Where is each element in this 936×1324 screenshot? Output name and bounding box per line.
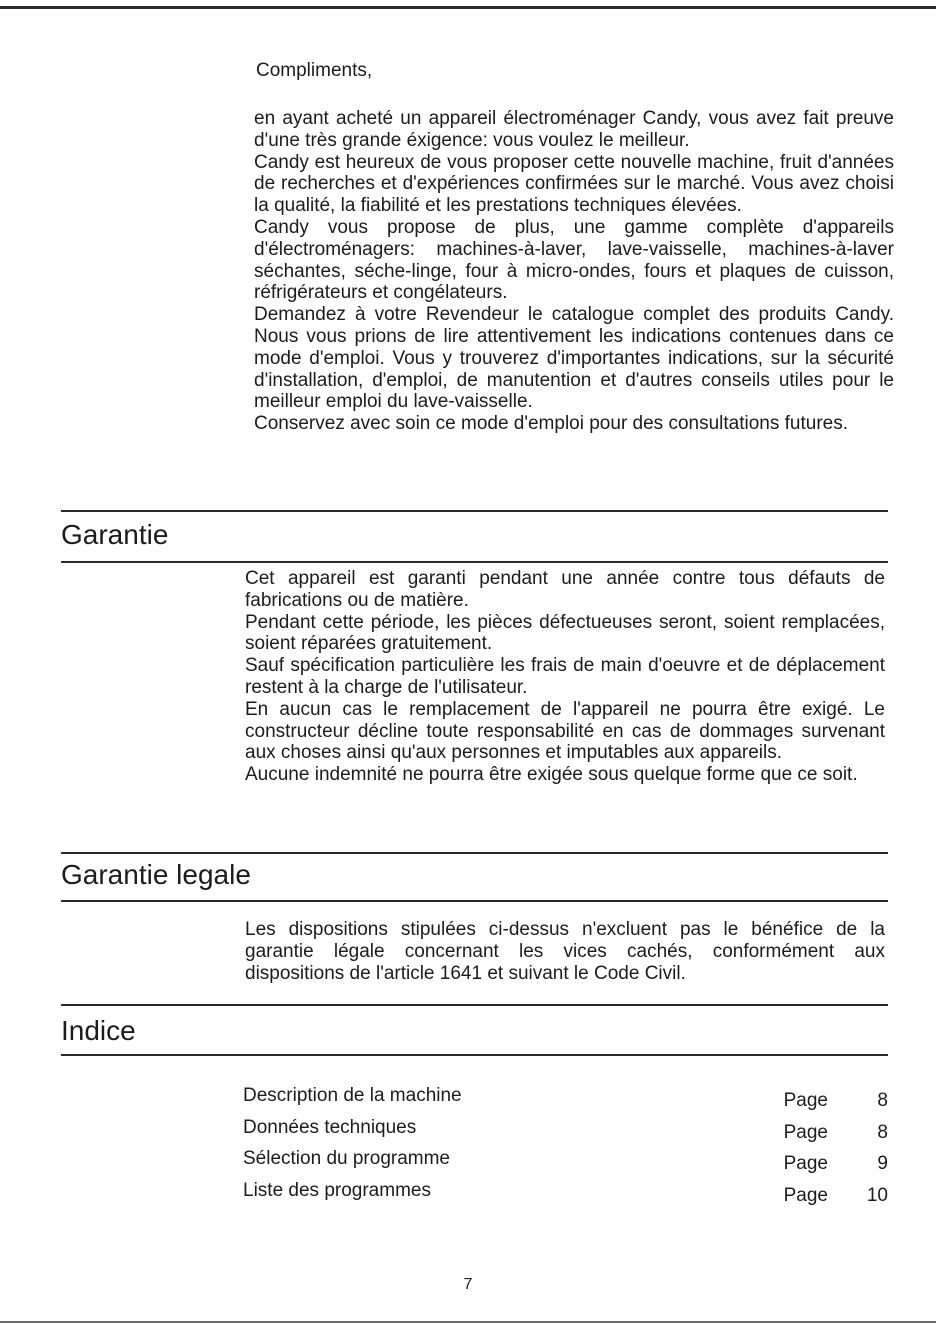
top-border: [0, 6, 936, 9]
section-title-indice: Indice: [61, 1015, 136, 1046]
garantie-paragraph: En aucun cas le remplacement de l'appareil ne pourra être exigé. Le constructeur décline toute responsabilité en cas de dommages survenant aux choses ainsi qu'aux personnes et imputables aux appareils.: [245, 698, 885, 764]
section-title-garantie-legale: Garantie legale: [61, 859, 251, 890]
garantie-legale-paragraph: Les dispositions stipulées ci-dessus n'excluent pas le bénéfice de la garantie légale concernant les vices cachés, conformément aux dispositions de l'article 1641 et suivant le Code Civil.: [245, 919, 885, 984]
intro-paragraph: Conservez avec soin ce mode d'emploi pour des consultations futures.: [254, 413, 849, 435]
index-item-page-word: Page: [783, 1090, 828, 1111]
section-rule-bottom: [61, 561, 888, 563]
greeting: Compliments,: [256, 60, 373, 81]
index-item-page-word: Page: [783, 1121, 828, 1143]
index-item: [243, 1147, 888, 1179]
section-rule-top: [61, 852, 888, 854]
intro-paragraph: en ayant acheté un appareil électroménager Candy, vous avez fait preuve d'une très grande éxigence: vous voulez le meilleur.: [254, 108, 894, 151]
section-rule-top: [61, 1004, 888, 1006]
index-item: [243, 1116, 888, 1148]
intro-paragraph: Candy est heureux de vous proposer cette nouvelle machine, fruit d'années de recherches et d'expériences confirmées sur le marché. Vous avez choisi la qualité, la fiabilité et les prestations techniques élevées.: [254, 151, 894, 217]
index-item-page-word: Page: [783, 1153, 828, 1174]
index-item-label: Données techniques: [243, 1116, 417, 1138]
garantie-paragraph: Pendant cette période, les pièces défectueuses seront, soient remplacées, soient réparées gratuitement.: [245, 611, 885, 655]
index-item-label: Description de la machine: [243, 1085, 462, 1106]
index-item-page-word: Page: [783, 1184, 828, 1206]
index-item-page-number: 8: [877, 1090, 888, 1111]
garantie-paragraph: Aucune indemnité ne pourra être exigée sous quelque forme que ce soit.: [245, 764, 858, 786]
index-item-page-number: 8: [877, 1121, 888, 1143]
garantie-legale-text: [245, 919, 885, 984]
intro-paragraph: Demandez à votre Revendeur le catalogue complet des produits Candy. Nous vous prions de lire attentivement les indications contenues dans ce mode d'emploi. Vous y trouverez d'importantes indications, sur la sécurité d'installation, d'emploi, de manutention et d'autres conseils utiles pour le meilleur emploi du lave-vaisselle.: [254, 304, 894, 413]
index-list: [243, 1084, 888, 1210]
intro-paragraph: Candy vous propose de plus, une gamme complète d'appareils d'électroménagers: machines-à-laver, lave-vaisselle, machines-à-laver séchantes, séche-linge, four à micro-ondes, fours et plaques de cuisson, réfrigérateurs et congélateurs.: [254, 216, 894, 304]
index-item-label: Liste des programmes: [243, 1179, 431, 1201]
section-rule-top: [61, 510, 888, 512]
section-rule-bottom: [61, 900, 888, 902]
garantie-paragraph: Cet appareil est garanti pendant une année contre tous défauts de fabrications ou de matière.: [245, 568, 885, 611]
bottom-border: [0, 1321, 936, 1323]
index-item-page-number: 9: [877, 1153, 888, 1174]
index-item: [243, 1179, 888, 1211]
garantie-paragraph: Sauf spécification particulière les frais de main d'oeuvre et de déplacement restent à la charge de l'utilisateur.: [245, 655, 885, 698]
index-item-page-number: 10: [866, 1184, 888, 1206]
page-number: 7: [463, 1276, 473, 1293]
index-item-label: Sélection du programme: [243, 1148, 450, 1169]
intro-text: [254, 108, 894, 435]
index-item: [243, 1084, 888, 1116]
garantie-text: [245, 568, 885, 786]
section-rule-bottom: [61, 1054, 888, 1056]
section-title-garantie: Garantie: [61, 519, 169, 550]
